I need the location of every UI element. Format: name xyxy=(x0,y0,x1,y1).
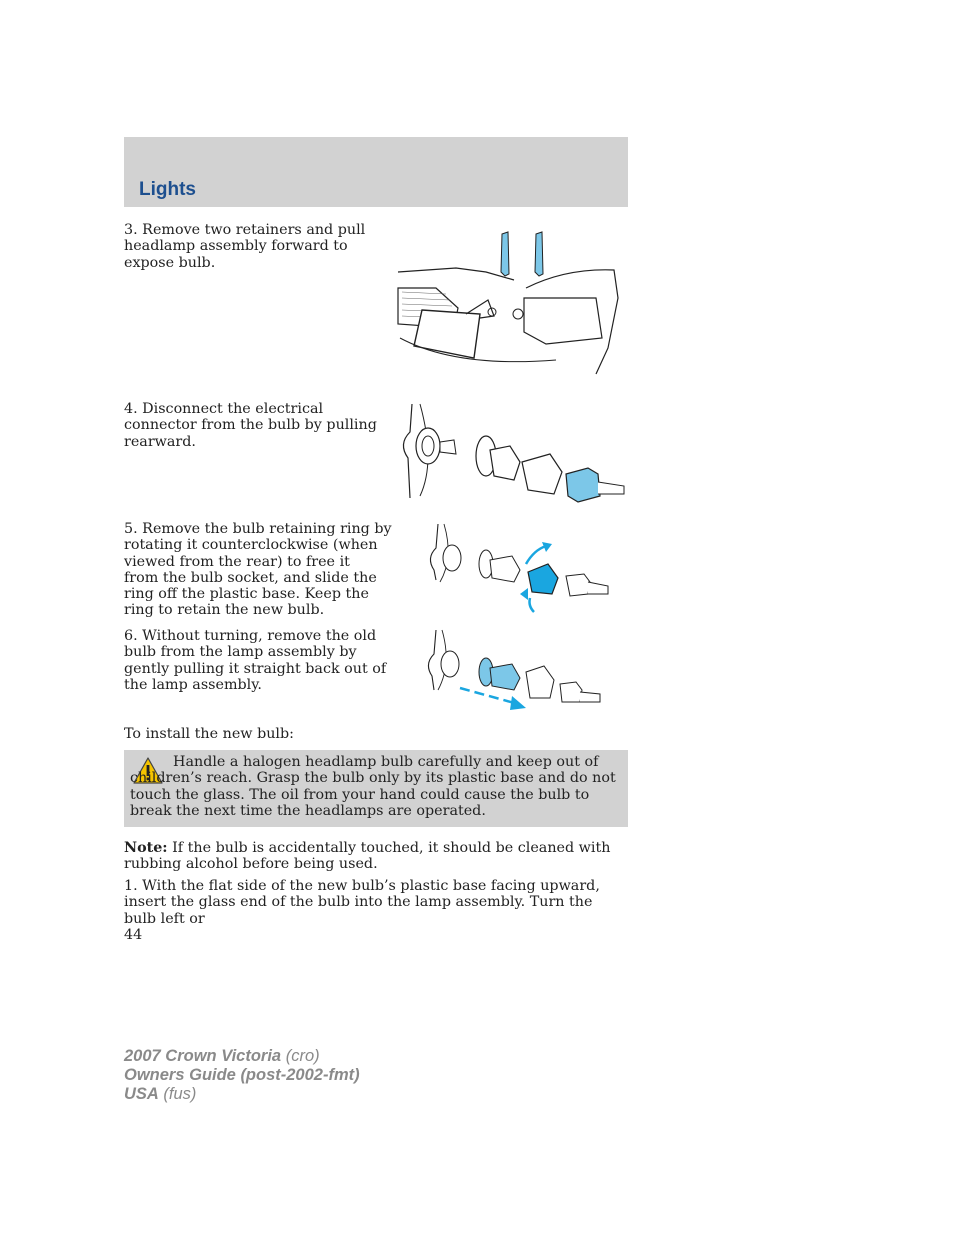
step-5-text xyxy=(124,521,392,619)
bulb-removal-illustration xyxy=(420,628,610,714)
step-3-line: expose bulb. xyxy=(124,254,216,271)
step-6-line: the lamp assembly. xyxy=(124,676,262,693)
footer-line-1 xyxy=(124,1047,360,1066)
section-header xyxy=(124,137,628,207)
step-5-line: rotating it counterclockwise (when xyxy=(124,537,378,554)
step-3-line: headlamp assembly forward to xyxy=(124,238,348,255)
retaining-ring-illustration xyxy=(424,522,612,616)
footer-guide: Owners Guide (post-2002-fmt) xyxy=(124,1066,360,1084)
step-3-line: 3. Remove two retainers and pull xyxy=(124,222,366,238)
note-label: Note: xyxy=(124,840,168,856)
step-4-line: 4. Disconnect the electrical xyxy=(124,401,324,417)
warning-text: Handle a halogen headlamp bulb carefully and keep out of children’s reach. Grasp the bulb only by its plastic base and do not touch the glass. The oil from your hand could cause the bulb to break the next time the headlamps are operated. xyxy=(130,754,616,819)
step-4-line: rearward. xyxy=(124,433,196,450)
footer-line-2 xyxy=(124,1066,360,1085)
install-step-1: 1. With the flat side of the new bulb’s plastic base facing upward, insert the glass end of the bulb into the lamp assembly. Turn the bulb left or xyxy=(124,878,600,927)
step-6-line: 6. Without turning, remove the old xyxy=(124,628,377,644)
step-5-line: ring to retain the new bulb. xyxy=(124,602,325,619)
retainer-clips xyxy=(501,232,543,276)
note-paragraph xyxy=(124,840,628,873)
note-text: If the bulb is accidentally touched, it should be cleaned with rubbing alcohol before being used. xyxy=(124,840,611,873)
step-6-line: bulb from the lamp assembly by xyxy=(124,644,357,661)
step-6-text xyxy=(124,628,386,693)
step-4-line: connector from the bulb by pulling xyxy=(124,417,377,434)
electrical-connector-illustration xyxy=(390,402,630,510)
install-intro: To install the new bulb: xyxy=(124,726,294,742)
step-5-line: viewed from the rear) to free it xyxy=(124,553,350,570)
footer-line-3 xyxy=(124,1085,360,1104)
warning-box xyxy=(124,750,628,827)
step-6-line: gently pulling it straight back out of xyxy=(124,660,387,677)
step-3-text xyxy=(124,222,365,271)
footer xyxy=(124,1047,360,1104)
step-5-line: 5. Remove the bulb retaining ring by xyxy=(124,521,392,537)
footer-model-code: (cro) xyxy=(281,1047,320,1065)
step-5-line: ring off the plastic base. Keep the xyxy=(124,586,369,603)
headlamp-assembly-illustration xyxy=(396,228,622,376)
step-4-text xyxy=(124,401,377,450)
page-number: 44 xyxy=(124,927,143,943)
footer-model: 2007 Crown Victoria xyxy=(124,1047,282,1065)
footer-market-code: (fus) xyxy=(158,1085,197,1103)
step-5-line: from the bulb socket, and slide the xyxy=(124,569,377,586)
footer-market: USA xyxy=(124,1085,159,1103)
section-title: Lights xyxy=(139,179,196,200)
